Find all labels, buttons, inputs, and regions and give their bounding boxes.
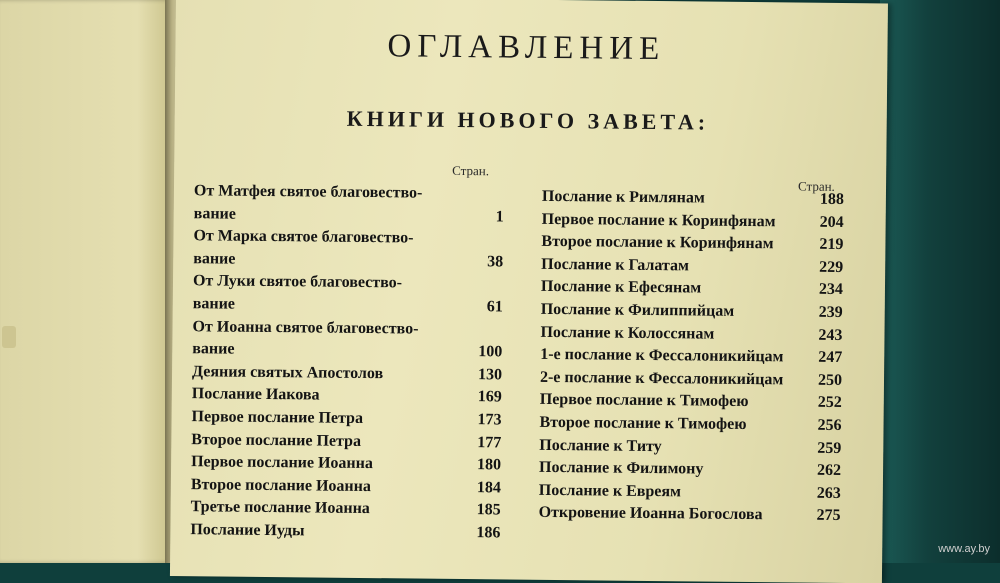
- toc-entry-page: 173: [477, 411, 502, 429]
- toc-entry-line: [191, 429, 501, 455]
- toc-entry-line: [194, 203, 504, 229]
- toc-entry-page: 239: [818, 303, 843, 321]
- toc-entry-line: [538, 502, 840, 528]
- toc-entry-line: [192, 384, 502, 410]
- toc-entry-line: [192, 316, 502, 342]
- toc-entry-page: 275: [816, 507, 841, 525]
- page-content: [170, 0, 888, 583]
- table-background: [880, 0, 1000, 563]
- toc-entry-line: [540, 367, 842, 393]
- left-column-header: Стран.: [452, 162, 490, 179]
- toc-entry-page: 259: [817, 439, 842, 457]
- toc-entry-title: Послание к Колоссянам: [540, 323, 715, 343]
- toc-entry-line: [191, 496, 501, 522]
- toc-entry: [542, 208, 844, 234]
- toc-entry-title: Второе послание к Коринфянам: [541, 233, 774, 253]
- toc-entry-page: 204: [819, 213, 844, 231]
- toc-entry-line: [541, 254, 843, 280]
- toc-entry-line: [540, 344, 842, 370]
- toc-entry-page: 188: [819, 190, 844, 209]
- toc-entry-line: [191, 451, 501, 477]
- toc-entry-title: Послание к Филимону: [538, 458, 704, 478]
- toc-entry-title: Послание к Римлянам: [541, 187, 705, 207]
- toc-entry-line: [540, 389, 842, 415]
- toc-entry-title: Послание к Галатам: [541, 255, 690, 275]
- watermark: www.ay.by: [938, 543, 990, 555]
- toc-entry-title: Первое послание Иоанна: [191, 453, 373, 473]
- toc-entry: [191, 451, 501, 477]
- toc-entry-title: Откровение Иоанна Богослова: [538, 504, 763, 524]
- toc-entry-line: [191, 474, 501, 500]
- toc-entry-page: 234: [818, 281, 844, 299]
- toc-entry: [191, 474, 501, 500]
- toc-entry-page: 1: [495, 207, 504, 226]
- toc-entry-title: 2-е послание к Фессалоникийцам: [539, 368, 784, 389]
- toc-entry-line: [539, 434, 841, 460]
- toc-entry-line: [542, 208, 844, 234]
- page-title: ОГЛАВЛЕНИЕ: [387, 28, 666, 68]
- toc-entry-title: Послание к Ефесянам: [540, 278, 702, 297]
- toc-entry-line: [193, 225, 503, 251]
- toc-entry: [541, 254, 843, 280]
- section-subtitle: КНИГИ НОВОГО ЗАВЕТА:: [346, 105, 710, 135]
- toc-entry-title: От Луки святое благовество-: [192, 272, 403, 292]
- toc-entry-page: 177: [477, 433, 502, 451]
- toc-entry-title: вание: [192, 340, 235, 358]
- toc-entry-title: Послание к Титу: [539, 436, 662, 455]
- toc-entry-page: 243: [818, 326, 843, 344]
- toc-entry-line: [539, 480, 841, 506]
- toc-entry-line: [194, 180, 504, 206]
- toc-entry-page: 262: [816, 461, 842, 480]
- toc-entry-line: [192, 361, 502, 387]
- toc-entry: [193, 225, 503, 273]
- toc-entry: [192, 316, 502, 364]
- right-page: [170, 0, 888, 583]
- toc-entry-line: [193, 248, 503, 274]
- toc-entry-title: Первое послание к Коринфянам: [541, 210, 776, 230]
- toc-entry-title: Третье послание Иоанна: [190, 498, 370, 518]
- toc-entry: [191, 406, 501, 432]
- toc-entry: [542, 186, 844, 212]
- toc-entry-title: вание: [192, 295, 236, 313]
- toc-entry-title: От Марка святое благовество-: [193, 227, 414, 247]
- toc-entry-title: вание: [193, 204, 236, 223]
- toc-entry-line: [539, 457, 841, 483]
- toc-entry-page: 180: [477, 456, 502, 474]
- toc-entry: [540, 367, 842, 393]
- toc-entry-line: [541, 299, 843, 325]
- toc-entry-title: Деяния святых Апостолов: [191, 362, 384, 382]
- toc-entry-page: 61: [486, 298, 503, 316]
- toc-entry: [191, 429, 501, 455]
- toc-entry: [539, 434, 841, 460]
- toc-entry-title: вание: [193, 249, 236, 268]
- toc-entry-page: 247: [818, 348, 843, 367]
- toc-entry-line: [540, 321, 842, 347]
- toc-entry-line: [192, 338, 502, 364]
- toc-entry-line: [541, 276, 843, 302]
- toc-entry: [540, 321, 842, 347]
- toc-entry-line: [193, 293, 503, 319]
- right-column-header: Стран.: [797, 178, 835, 194]
- toc-entry: [193, 271, 503, 319]
- left-page: [0, 0, 172, 563]
- toc-entry-page: 186: [476, 524, 501, 542]
- toc-entry: [190, 519, 500, 545]
- toc-entry: [192, 361, 502, 387]
- toc-entry-title: 1-е послание к Фессалоникийцам: [540, 345, 784, 366]
- toc-entry-title: Послание к Филиппийцам: [540, 300, 735, 320]
- toc-entry: [192, 384, 502, 410]
- toc-entry-line: [193, 271, 503, 297]
- toc-entry-line: [191, 406, 501, 432]
- toc-entry: [541, 276, 843, 302]
- toc-entry-line: [539, 412, 841, 438]
- toc-entry: [539, 412, 841, 438]
- left-toc-column: [190, 180, 504, 545]
- toc-entry-title: Послание к Евреям: [538, 481, 682, 501]
- toc-entry: [538, 502, 840, 528]
- toc-entry-page: 229: [819, 258, 844, 276]
- toc-entry: [540, 389, 842, 415]
- toc-entry: [194, 180, 504, 228]
- toc-entry-title: Первое послание Петра: [191, 408, 364, 427]
- toc-entry-title: От Иоанна святое благовество-: [192, 317, 419, 338]
- toc-entry-page: 100: [478, 343, 503, 361]
- toc-entry-title: Первое послание к Тимофею: [539, 391, 749, 411]
- toc-entry-page: 185: [476, 501, 501, 519]
- toc-entry-title: Второе послание Иоанна: [190, 475, 372, 495]
- toc-entry-title: От Матфея святое благовество-: [193, 182, 423, 202]
- toc-entry: [191, 496, 501, 522]
- toc-entry-line: [541, 231, 843, 257]
- toc-entry-title: Второе послание Петра: [191, 430, 362, 450]
- toc-entry-page: 169: [477, 388, 502, 406]
- toc-entry-page: 184: [476, 478, 501, 497]
- toc-entry-line: [190, 519, 500, 545]
- toc-entry: [539, 457, 841, 483]
- toc-entry-page: 250: [817, 371, 843, 389]
- toc-entry-page: 219: [819, 235, 844, 254]
- toc-entry-page: 263: [816, 484, 841, 502]
- toc-entry-title: Послание Иакова: [191, 385, 320, 404]
- toc-entry-title: Второе послание к Тимофею: [539, 413, 747, 433]
- toc-entry-page: 256: [817, 416, 842, 434]
- toc-entry: [540, 344, 842, 370]
- toc-entry: [541, 231, 843, 257]
- toc-entry: [539, 480, 841, 506]
- toc-entry-page: 130: [477, 365, 503, 384]
- toc-entry-title: Послание Иуды: [190, 521, 305, 540]
- toc-entry: [541, 299, 843, 325]
- right-toc-column: [538, 186, 844, 528]
- toc-entry-line: [542, 186, 844, 212]
- left-page-mark: [2, 326, 16, 348]
- toc-entry-page: 252: [817, 394, 842, 412]
- toc-entry-page: 38: [487, 253, 504, 271]
